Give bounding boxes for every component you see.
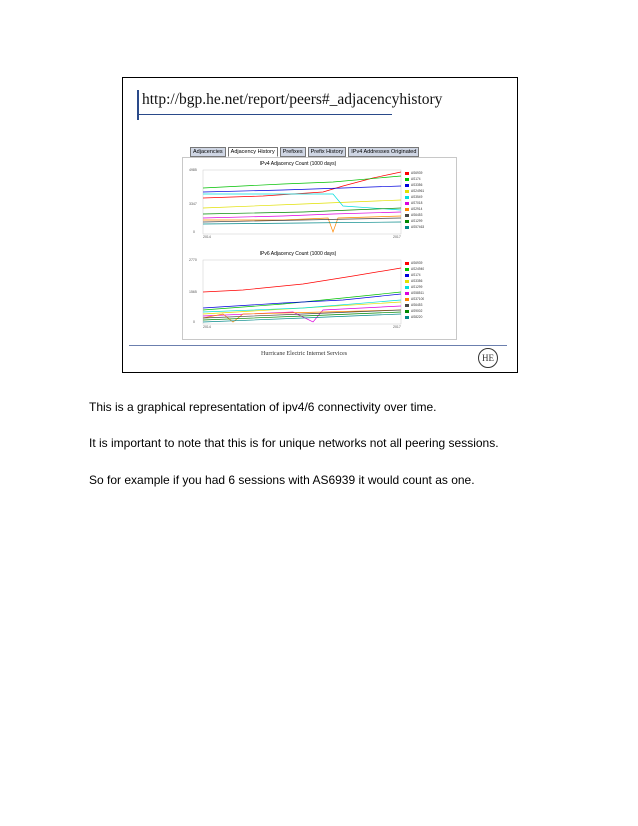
legend-swatch <box>405 178 409 181</box>
paragraph-1: This is a graphical representation of ipv4/6 connectivity over time. <box>89 400 437 414</box>
ipv6-legend-item: AS6939 <box>405 261 422 265</box>
ipv4-legend-item: AS57463 <box>405 225 424 229</box>
charts-panel <box>182 157 457 340</box>
legend-swatch <box>405 184 409 187</box>
slide-footer-rule <box>129 345 507 346</box>
tab-adjacencies[interactable]: Adjacencies <box>190 147 226 157</box>
ipv4-legend-item: AS24961 <box>405 189 424 193</box>
ipv6-chart-title: IPv6 Adjacency Count (1000 days) <box>259 251 337 257</box>
legend-swatch <box>405 226 409 229</box>
slide-accent-vertical <box>137 90 139 120</box>
ipv4-legend-item: AS3549 <box>405 195 422 199</box>
legend-swatch <box>405 286 409 289</box>
legend-swatch <box>405 208 409 211</box>
ipv6-legend-item: AS58511 <box>405 291 424 295</box>
ipv4-chart-title: IPv4 Adjacency Count (1000 days) <box>259 161 337 167</box>
slide-url-title: http://bgp.he.net/report/peers#_adjacencyhistory <box>142 91 443 108</box>
ipv4-ytick-bottom: 0 <box>193 230 195 234</box>
tab-prefix-history[interactable]: Prefix History <box>308 147 347 157</box>
ipv4-legend-item: AS2914 <box>405 207 422 211</box>
ipv6-ytick-mid: 1565 <box>189 290 197 294</box>
legend-swatch <box>405 274 409 277</box>
legend-swatch <box>405 304 409 307</box>
legend-swatch <box>405 268 409 271</box>
ipv6-date-end: 2017 <box>393 325 401 329</box>
report-tabs <box>190 147 419 157</box>
ipv6-legend-item: AS1299 <box>405 285 422 289</box>
ipv6-chart <box>183 248 456 338</box>
legend-swatch <box>405 196 409 199</box>
ipv6-legend-item: AS24940 <box>405 267 424 271</box>
ipv6-legend-item: AS3356 <box>405 279 422 283</box>
paragraph-2: It is important to note that this is for unique networks not all peering sessions. <box>89 436 499 450</box>
ipv6-legend-item: AS174 <box>405 273 421 277</box>
he-logo: HE <box>478 348 498 368</box>
ipv4-ytick-mid: 3347 <box>189 202 197 206</box>
ipv4-chart <box>183 158 456 248</box>
ipv4-legend-item: AS3356 <box>405 183 422 187</box>
legend-swatch <box>405 310 409 313</box>
legend-swatch <box>405 298 409 301</box>
ipv6-date-start: 2014 <box>203 325 211 329</box>
tab-ipv4-addresses-originated[interactable]: IPv4 Addresses Originated <box>348 147 419 157</box>
paragraph-3: So for example if you had 6 sessions with AS6939 it would count as one. <box>89 473 475 487</box>
legend-swatch <box>405 172 409 175</box>
ipv4-legend-item: AS1299 <box>405 219 422 223</box>
tab-prefixes[interactable]: Prefixes <box>280 147 306 157</box>
legend-swatch <box>405 220 409 223</box>
ipv6-legend-item: AS6453 <box>405 303 422 307</box>
ipv6-legend-item: AS37100 <box>405 297 424 301</box>
legend-swatch <box>405 214 409 217</box>
ipv4-date-end: 2017 <box>393 235 401 239</box>
legend-swatch <box>405 262 409 265</box>
legend-swatch <box>405 292 409 295</box>
legend-swatch <box>405 190 409 193</box>
ipv4-legend-item: AS6939 <box>405 171 422 175</box>
ipv6-ytick-top: 2770 <box>189 258 197 262</box>
ipv6-legend-item: AS9002 <box>405 309 422 313</box>
ipv4-date-start: 2014 <box>203 235 211 239</box>
ipv6-legend-item: AS8220 <box>405 315 422 319</box>
legend-swatch <box>405 316 409 319</box>
slide-accent-horizontal <box>137 114 392 115</box>
ipv4-ytick-top: 4985 <box>189 168 197 172</box>
slide-footer-text: Hurricane Electric Internet Services <box>261 351 348 357</box>
legend-swatch <box>405 280 409 283</box>
ipv4-legend-item: AS174 <box>405 177 421 181</box>
legend-swatch <box>405 202 409 205</box>
ipv4-legend-item: AS7018 <box>405 201 422 205</box>
slide-image <box>122 77 518 373</box>
ipv4-legend-item: AS6453 <box>405 213 422 217</box>
tab-adjacency-history[interactable]: Adjacency History <box>228 147 278 157</box>
ipv6-ytick-bottom: 0 <box>193 320 195 324</box>
